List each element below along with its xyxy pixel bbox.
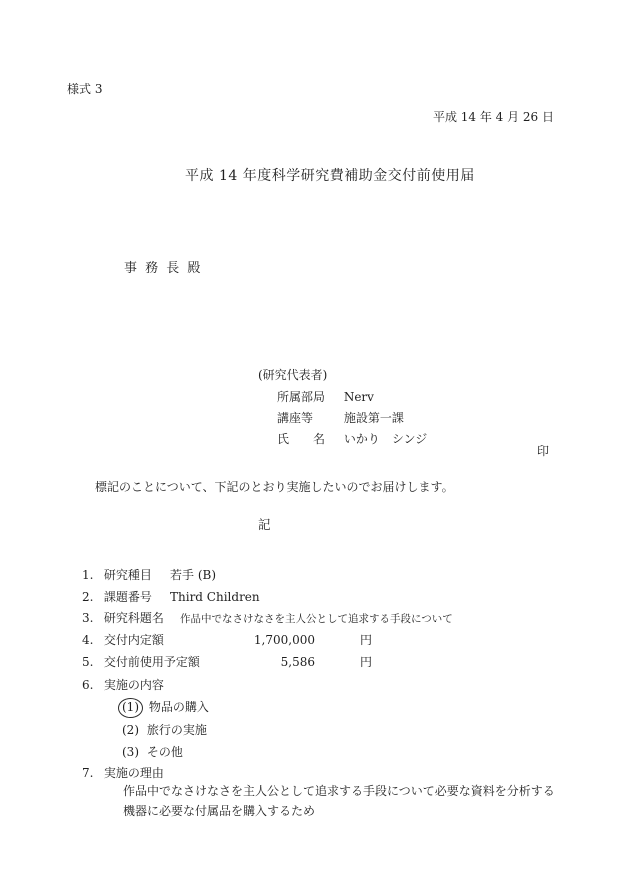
reason-text-line: 作品中でなさけなさを主人公として追求する手段について必要な資料を分析する (123, 784, 555, 798)
list-item-grant-amount (82, 633, 373, 648)
option-other (122, 745, 183, 760)
form-code: 様式 3 (67, 82, 103, 96)
list-item-subject-number (82, 590, 260, 605)
item-number: 7. (82, 766, 94, 780)
option-text: その他 (146, 745, 183, 759)
list-item-pre-use-amount (82, 655, 373, 670)
course-label: 講座等 (277, 411, 314, 425)
item-label: 実施の理由 (103, 766, 164, 780)
item-value: Third Children (170, 590, 260, 604)
reason-text-line: 機器に必要な付属品を購入するため (123, 804, 316, 818)
name-value: いかり シンジ (343, 432, 428, 446)
item-label: 研究科題名 (103, 611, 164, 625)
item-number: 5. (82, 655, 94, 669)
item-number: 3. (82, 611, 94, 625)
representative-heading: (研究代表者) (258, 368, 328, 382)
currency-unit: 円 (360, 655, 373, 669)
item-label: 実施の内容 (103, 678, 164, 692)
currency-unit: 円 (360, 633, 373, 647)
option-text: 物品の購入 (148, 700, 209, 714)
list-item-implementation-reason (82, 766, 174, 781)
representative-row-department (277, 390, 374, 405)
item-value: 若手 (B) (170, 568, 216, 582)
document-date: 平成 14 年 4 月 26 日 (432, 110, 554, 124)
list-item-research-category (82, 568, 216, 583)
department-value: Nerv (343, 390, 374, 404)
document-title: 平成 14 年度科学研究費補助金交付前使用届 (185, 168, 475, 184)
item-label: 交付内定額 (103, 633, 164, 647)
item-value: 作品中でなさけなさを主人公として追求する手段について (180, 613, 453, 625)
course-value: 施設第一課 (343, 411, 404, 425)
seal-mark: 印 (537, 444, 550, 458)
item-label: 交付前使用予定額 (103, 655, 200, 669)
option-text: 旅行の実施 (146, 723, 207, 737)
item-number: 6. (82, 678, 94, 692)
item-number: 2. (82, 590, 94, 604)
pre-use-amount-value: 5,586 (280, 655, 315, 669)
item-label: 課題番号 (103, 590, 152, 604)
circled-option-marker: (1) (118, 698, 143, 718)
option-marker: (2) (122, 723, 139, 737)
representative-row-course (277, 411, 404, 426)
option-marker: (3) (122, 745, 139, 759)
department-label: 所属部局 (277, 390, 326, 404)
option-travel (122, 723, 207, 738)
list-item-implementation-content (82, 678, 174, 693)
item-number: 1. (82, 568, 94, 582)
list-item-research-title (82, 611, 453, 626)
name-label: 氏 名 (277, 432, 326, 446)
representative-row-name (277, 432, 427, 447)
statement-text: 標記のことについて、下記のとおり実施したいのでお届けします。 (95, 480, 454, 494)
grant-amount-value: 1,700,000 (253, 633, 315, 647)
addressee: 事 務 長 殿 (124, 261, 203, 276)
item-label: 研究種目 (103, 568, 152, 582)
record-marker: 記 (258, 517, 271, 532)
option-goods-purchase (122, 700, 209, 716)
item-number: 4. (82, 633, 94, 647)
